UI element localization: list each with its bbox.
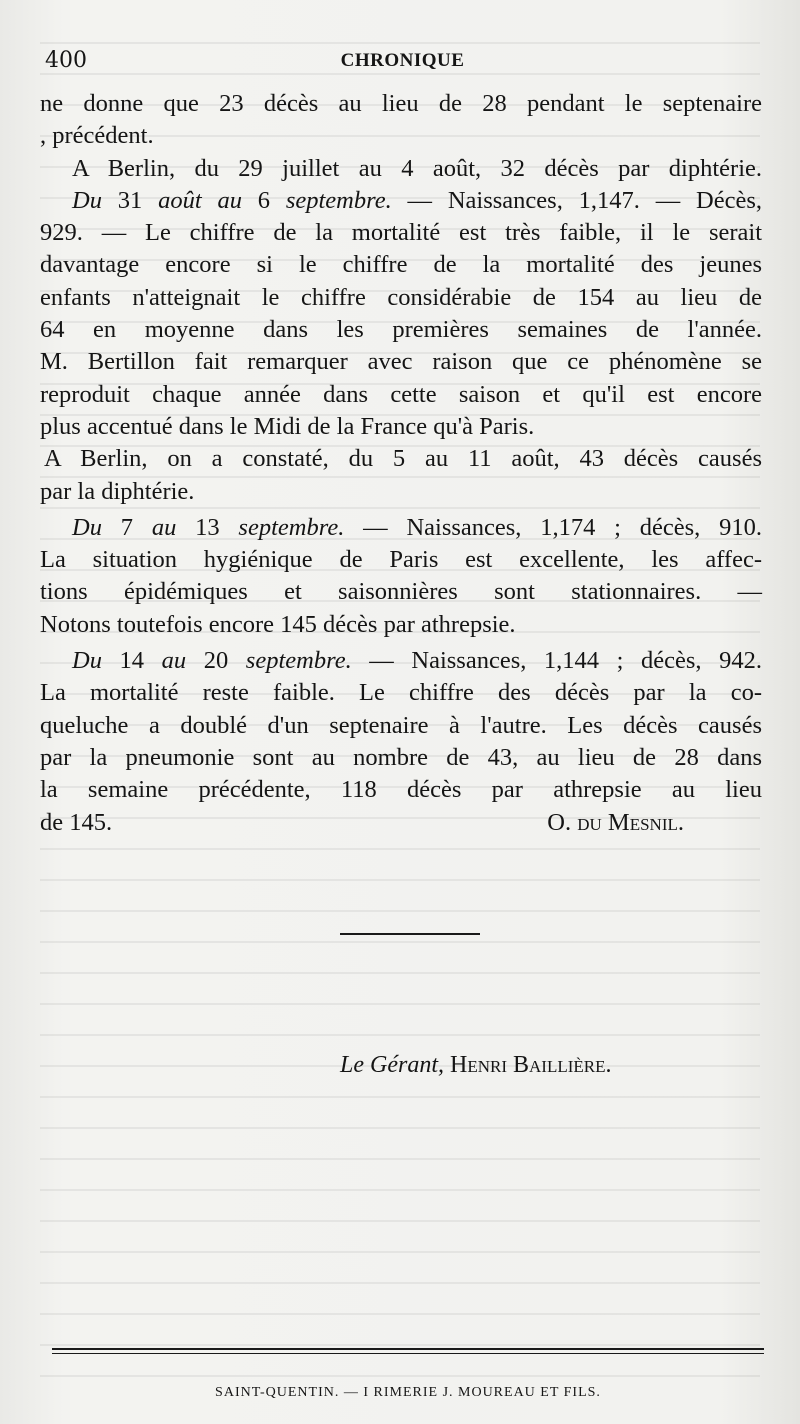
text-line: plus accentué dans le Midi de la France qu'à Paris. [40,412,535,440]
paragraph-2 [40,153,762,185]
text-line: tions épidémiques et saisonnières sont stationnaires. — [40,578,762,606]
date-day-2: 20 [186,647,246,675]
publisher-line [340,1052,670,1079]
gerant-label: Le Gérant, [340,1052,444,1078]
text-line: ne donne que 23 décès au lieu de 28 pendant le septenaire [40,90,762,117]
text-line [40,185,762,217]
date-day: 7 [101,513,152,541]
final-text: de 145. [40,808,113,836]
text-line [40,807,762,839]
date-month-2: septembre. [270,186,392,214]
text-line: par la diphtérie. [40,477,195,505]
date-au: au [161,647,187,675]
date-month: septembre. [238,513,345,541]
printer-imprint: SAINT-QUENTIN. — I RIMERIE J. MOUREAU ET FILS. [215,1385,601,1400]
date-day: 14 [101,647,162,675]
text-line: par la pneumonie sont au nombre de 43, au lieu de 28 dans [40,743,762,771]
text-line: M. Bertillon fait remarquer avec raison que ce phénomène se [40,348,762,376]
text-line [40,645,762,677]
footer-rule [52,1348,764,1350]
date-day: 31 [101,186,159,214]
date-day-2: 6 [257,186,271,214]
text-line: A Berlin, du 29 juillet au 4 août, 32 décès par diphtérie. [72,154,762,182]
date-month: août [158,186,202,214]
paragraph-1 [40,88,762,153]
text-line: reproduit chaque année dans cette saison et qu'il est encore [40,380,762,408]
footer-rule-thin [52,1353,764,1354]
text-line: davantage encore si le chiffre de la mortalité des jeunes [40,251,762,279]
text-line: , précédent. [40,122,154,150]
page-header [45,48,760,78]
text-line: 929. — Le chiffre de la mortalité est très faible, il le serait [40,219,762,247]
date-prefix: Du [72,186,102,214]
date-prefix: Du [72,513,102,541]
stats: — Naissances, 1,174 ; décès, 910. [344,513,762,541]
date-au: au [151,513,177,541]
date-day-2: 13 [176,513,239,541]
date-au: au [201,186,258,214]
paragraph-3 [40,185,762,443]
text-line: 64 en moyenne dans les premières semaines de l'année. [40,316,762,344]
date-prefix: Du [72,647,102,675]
paragraph-6 [40,645,762,839]
text-line: A Berlin, on a constaté, du 5 au 11 août, 43 décès causés [44,445,762,473]
text-line: la semaine précédente, 118 décès par athrepsie au lieu [40,776,762,804]
body-text [40,88,762,839]
running-head: CHRONIQUE [340,50,465,71]
paragraph-4 [40,443,762,508]
text-line: queluche a doublé d'un septenaire à l'autre. Les décès causés [40,711,762,739]
gerant-name: Henri Baillière. [444,1052,612,1078]
stats: — Naissances, 1,147. — Décès, [391,186,762,214]
date-month: septembre. [245,647,352,675]
text-line [40,512,762,544]
paragraph-5 [40,512,762,641]
page-number: 400 [45,48,87,73]
text-line: enfants n'atteignait le chiffre considérabie de 154 au lieu de [40,283,762,311]
author-signature: O. du Mesnil. [547,808,684,836]
text-line: Notons toutefois encore 145 décès par athrepsie. [40,610,516,638]
text-line: La mortalité reste faible. Le chiffre des décès par la co- [40,679,762,707]
section-divider [340,933,480,935]
stats: — Naissances, 1,144 ; décès, 942. [351,647,763,675]
text-line: La situation hygiénique de Paris est excellente, les affec- [40,546,762,574]
